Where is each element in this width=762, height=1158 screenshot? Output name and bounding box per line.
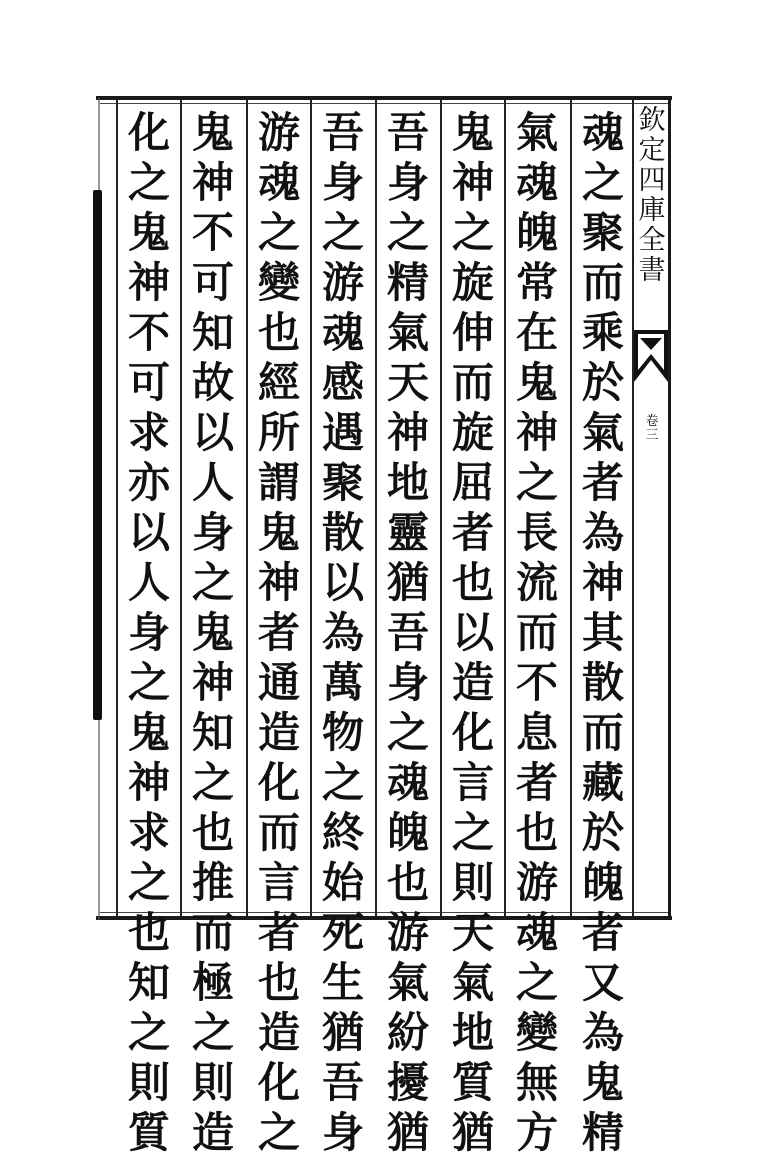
- volume-glyph: 三: [645, 428, 659, 443]
- text-glyph: 神: [191, 158, 234, 207]
- text-glyph: 之: [127, 658, 170, 707]
- text-glyph: 謂: [257, 458, 300, 507]
- text-glyph: 於: [581, 808, 624, 857]
- text-glyph: 游: [386, 908, 429, 957]
- text-glyph: 又: [581, 958, 624, 1007]
- text-glyph: 猶: [386, 558, 429, 607]
- text-glyph: 言: [451, 758, 494, 807]
- text-glyph: 游: [515, 858, 558, 907]
- text-glyph: 之: [321, 758, 364, 807]
- title-glyph: 庫: [638, 195, 666, 226]
- text-glyph: 魄: [581, 858, 624, 907]
- text-glyph: 常: [515, 258, 558, 307]
- text-glyph: 者: [451, 508, 494, 557]
- text-glyph: 擾: [386, 1058, 429, 1107]
- text-glyph: 鬼: [191, 608, 234, 657]
- text-glyph: 於: [581, 358, 624, 407]
- text-glyph: 氣: [386, 958, 429, 1007]
- text-glyph: 身: [321, 1108, 364, 1157]
- text-glyph: 身: [321, 158, 364, 207]
- text-glyph: 以: [451, 608, 494, 657]
- text-glyph: 天: [451, 908, 494, 957]
- text-glyph: 化: [127, 108, 170, 157]
- text-glyph: 而: [515, 608, 558, 657]
- text-glyph: 神: [451, 158, 494, 207]
- text-glyph: 之: [127, 158, 170, 207]
- text-glyph: 之: [321, 208, 364, 257]
- text-glyph: 散: [581, 658, 624, 707]
- text-glyph: 經: [257, 358, 300, 407]
- text-glyph: 身: [386, 158, 429, 207]
- text-glyph: 以: [127, 508, 170, 557]
- text-glyph: 知: [191, 708, 234, 757]
- text-glyph: 而: [581, 258, 624, 307]
- text-glyph: 質: [451, 1058, 494, 1107]
- text-glyph: 也: [451, 558, 494, 607]
- text-glyph: 精: [581, 1108, 624, 1157]
- text-glyph: 之: [191, 558, 234, 607]
- text-glyph: 猶: [451, 1108, 494, 1157]
- text-glyph: 地: [386, 458, 429, 507]
- text-glyph: 之: [451, 808, 494, 857]
- text-glyph: 之: [257, 208, 300, 257]
- text-glyph: 之: [515, 458, 558, 507]
- text-glyph: 身: [386, 658, 429, 707]
- text-glyph: 亦: [127, 458, 170, 507]
- text-glyph: 精: [386, 258, 429, 307]
- column-rule: [310, 100, 312, 916]
- text-glyph: 而: [581, 708, 624, 757]
- text-glyph: 化: [257, 1058, 300, 1107]
- text-glyph: 吾: [321, 108, 364, 157]
- running-title: [636, 106, 668, 286]
- text-column-3: [444, 108, 502, 1157]
- text-glyph: 為: [581, 1008, 624, 1057]
- volume-label: [640, 415, 664, 443]
- text-glyph: 可: [127, 358, 170, 407]
- text-glyph: 在: [515, 308, 558, 357]
- text-glyph: 魂: [386, 758, 429, 807]
- text-column-7: [184, 108, 242, 1157]
- text-glyph: 魂: [515, 158, 558, 207]
- text-glyph: 物: [321, 708, 364, 757]
- text-glyph: 求: [127, 808, 170, 857]
- text-glyph: 可: [191, 258, 234, 307]
- title-glyph: 書: [638, 255, 666, 286]
- text-glyph: 紛: [386, 1008, 429, 1057]
- text-glyph: 言: [257, 858, 300, 907]
- text-glyph: 神: [386, 408, 429, 457]
- text-glyph: 吾: [321, 1058, 364, 1107]
- text-glyph: 魂: [581, 108, 624, 157]
- column-rule: [116, 100, 118, 916]
- frame-top-inner-border: [100, 103, 668, 104]
- text-column-8: [120, 108, 178, 1157]
- text-glyph: 魄: [515, 208, 558, 257]
- text-glyph: 為: [581, 508, 624, 557]
- text-glyph: 者: [515, 758, 558, 807]
- header-column-rule: [632, 100, 634, 916]
- text-glyph: 游: [257, 108, 300, 157]
- text-glyph: 乘: [581, 308, 624, 357]
- text-glyph: 之: [127, 1008, 170, 1057]
- text-glyph: 所: [257, 408, 300, 457]
- text-glyph: 知: [127, 958, 170, 1007]
- text-glyph: 伸: [451, 308, 494, 357]
- text-glyph: 魂: [257, 158, 300, 207]
- text-glyph: 天: [386, 358, 429, 407]
- text-glyph: 死: [321, 908, 364, 957]
- text-column-6: [250, 108, 308, 1157]
- text-glyph: 生: [321, 958, 364, 1007]
- text-glyph: 流: [515, 558, 558, 607]
- text-glyph: 魂: [321, 308, 364, 357]
- text-glyph: 感: [321, 358, 364, 407]
- text-glyph: 鬼: [515, 358, 558, 407]
- text-glyph: 造: [257, 708, 300, 757]
- frame-top-border: [96, 96, 672, 100]
- text-glyph: 氣: [451, 958, 494, 1007]
- text-glyph: 神: [127, 758, 170, 807]
- text-glyph: 神: [191, 658, 234, 707]
- text-glyph: 神: [257, 558, 300, 607]
- text-glyph: 質: [127, 1108, 170, 1157]
- text-glyph: 終: [321, 808, 364, 857]
- text-column-2: [508, 108, 566, 1157]
- text-glyph: 靈: [386, 508, 429, 557]
- text-glyph: 造: [451, 658, 494, 707]
- text-glyph: 猶: [386, 1108, 429, 1157]
- column-rule: [246, 100, 248, 916]
- text-glyph: 之: [581, 158, 624, 207]
- text-glyph: 知: [191, 308, 234, 357]
- text-glyph: 鬼: [191, 108, 234, 157]
- text-glyph: 之: [191, 1008, 234, 1057]
- text-glyph: 魄: [386, 808, 429, 857]
- text-glyph: 遇: [321, 408, 364, 457]
- text-glyph: 不: [127, 308, 170, 357]
- column-rule: [570, 100, 572, 916]
- fishtail-mark-icon: [634, 330, 668, 382]
- text-glyph: 也: [257, 308, 300, 357]
- text-glyph: 推: [191, 858, 234, 907]
- text-column-5: [314, 108, 372, 1157]
- title-glyph: 欽: [638, 105, 666, 136]
- title-glyph: 全: [638, 225, 666, 256]
- text-glyph: 以: [321, 558, 364, 607]
- text-glyph: 故: [191, 358, 234, 407]
- text-glyph: 身: [191, 508, 234, 557]
- column-rule: [440, 100, 442, 916]
- text-glyph: 而: [257, 808, 300, 857]
- text-glyph: 之: [515, 958, 558, 1007]
- frame-right-border: [668, 98, 671, 920]
- text-glyph: 者: [257, 908, 300, 957]
- text-glyph: 神: [127, 258, 170, 307]
- text-glyph: 也: [515, 808, 558, 857]
- text-glyph: 則: [451, 858, 494, 907]
- text-glyph: 神: [515, 408, 558, 457]
- text-glyph: 造: [191, 1108, 234, 1157]
- text-column-4: [379, 108, 437, 1157]
- text-glyph: 氣: [386, 308, 429, 357]
- text-glyph: 為: [321, 608, 364, 657]
- title-glyph: 定: [638, 135, 666, 166]
- text-glyph: 方: [515, 1108, 558, 1157]
- text-glyph: 身: [127, 608, 170, 657]
- text-glyph: 變: [257, 258, 300, 307]
- text-glyph: 化: [257, 758, 300, 807]
- text-glyph: 氣: [515, 108, 558, 157]
- text-column-1: [574, 108, 632, 1157]
- text-glyph: 通: [257, 658, 300, 707]
- text-glyph: 化: [451, 708, 494, 757]
- column-rule: [375, 100, 377, 916]
- volume-glyph: 卷: [645, 414, 659, 429]
- text-glyph: 不: [515, 658, 558, 707]
- binding-edge-bar: [93, 190, 102, 720]
- text-glyph: 聚: [581, 208, 624, 257]
- text-glyph: 之: [386, 208, 429, 257]
- text-glyph: 藏: [581, 758, 624, 807]
- text-glyph: 造: [257, 1008, 300, 1057]
- text-glyph: 其: [581, 608, 624, 657]
- text-glyph: 鬼: [127, 208, 170, 257]
- text-glyph: 則: [127, 1058, 170, 1107]
- text-glyph: 則: [191, 1058, 234, 1107]
- text-glyph: 猶: [321, 1008, 364, 1057]
- title-glyph: 四: [638, 165, 666, 196]
- text-glyph: 之: [386, 708, 429, 757]
- text-glyph: 鬼: [127, 708, 170, 757]
- text-glyph: 吾: [386, 108, 429, 157]
- text-glyph: 聚: [321, 458, 364, 507]
- text-glyph: 也: [127, 908, 170, 957]
- text-glyph: 之: [191, 758, 234, 807]
- text-glyph: 求: [127, 408, 170, 457]
- text-glyph: 鬼: [451, 108, 494, 157]
- text-glyph: 無: [515, 1058, 558, 1107]
- text-glyph: 氣: [581, 408, 624, 457]
- text-glyph: 以: [191, 408, 234, 457]
- text-glyph: 鬼: [257, 508, 300, 557]
- text-glyph: 也: [191, 808, 234, 857]
- text-glyph: 之: [451, 208, 494, 257]
- text-glyph: 旋: [451, 258, 494, 307]
- column-rule: [180, 100, 182, 916]
- text-glyph: 人: [127, 558, 170, 607]
- text-glyph: 吾: [386, 608, 429, 657]
- text-glyph: 地: [451, 1008, 494, 1057]
- text-glyph: 散: [321, 508, 364, 557]
- text-glyph: 也: [257, 958, 300, 1007]
- text-glyph: 息: [515, 708, 558, 757]
- text-glyph: 也: [386, 858, 429, 907]
- text-glyph: 者: [581, 458, 624, 507]
- text-glyph: 而: [191, 908, 234, 957]
- text-glyph: 者: [581, 908, 624, 957]
- text-glyph: 之: [257, 1108, 300, 1157]
- text-glyph: 始: [321, 858, 364, 907]
- text-glyph: 魂: [515, 908, 558, 957]
- column-rule: [504, 100, 506, 916]
- text-glyph: 長: [515, 508, 558, 557]
- text-glyph: 極: [191, 958, 234, 1007]
- text-glyph: 而: [451, 358, 494, 407]
- text-glyph: 變: [515, 1008, 558, 1057]
- text-glyph: 神: [581, 558, 624, 607]
- text-glyph: 萬: [321, 658, 364, 707]
- text-glyph: 之: [127, 858, 170, 907]
- text-glyph: 者: [257, 608, 300, 657]
- text-glyph: 旋: [451, 408, 494, 457]
- text-glyph: 鬼: [581, 1058, 624, 1107]
- text-glyph: 不: [191, 208, 234, 257]
- text-glyph: 屈: [451, 458, 494, 507]
- text-glyph: 人: [191, 458, 234, 507]
- text-glyph: 游: [321, 258, 364, 307]
